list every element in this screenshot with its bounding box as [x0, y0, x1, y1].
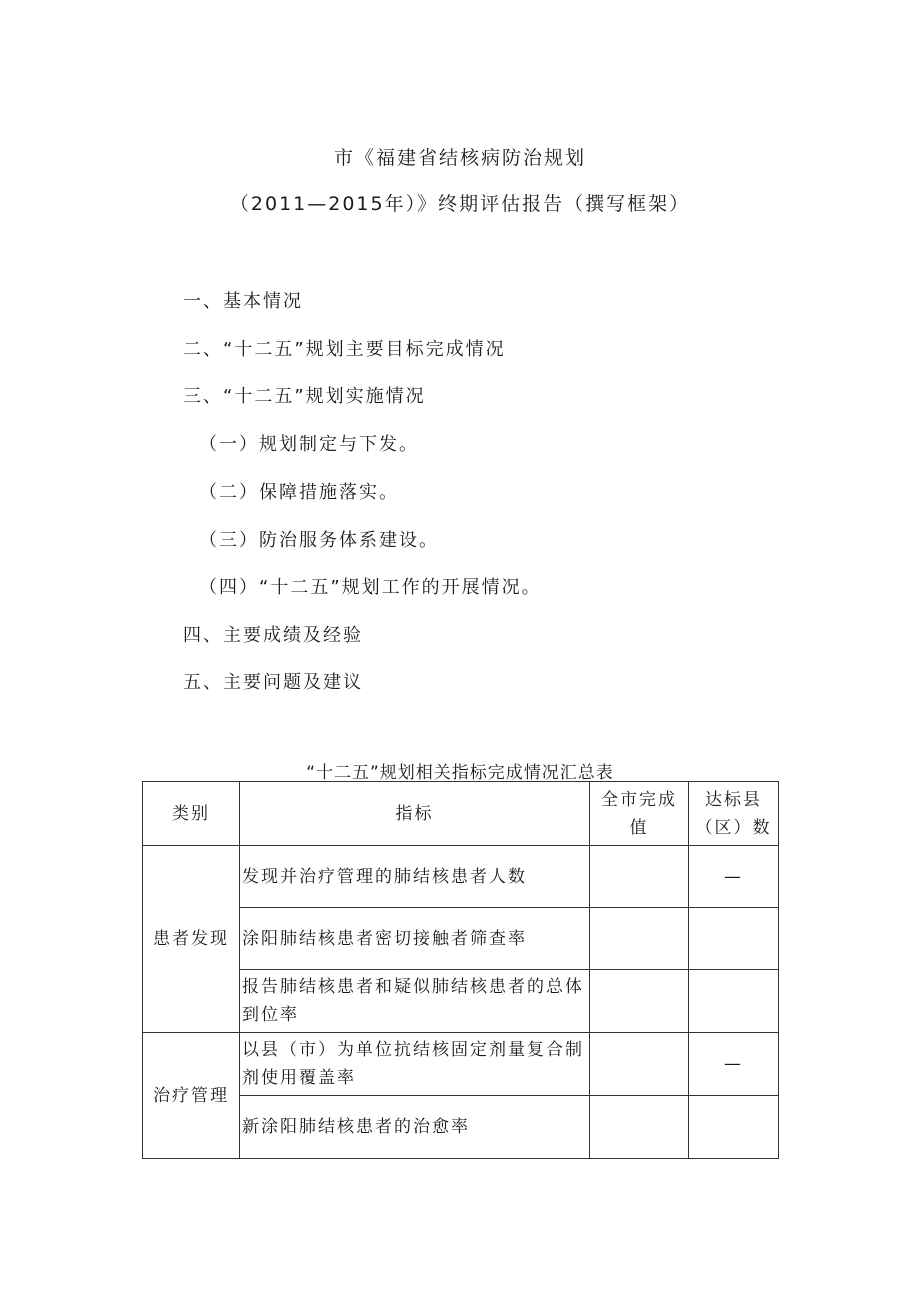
header-city-value: 全市完成值 [590, 782, 689, 846]
city-value-cell [590, 908, 689, 970]
outline-section-4: 四、主要成绩及经验 [183, 625, 363, 646]
header-indicator: 指标 [240, 782, 590, 846]
city-value-cell [590, 970, 689, 1033]
indicator-cell: 报告肺结核患者和疑似肺结核患者的总体到位率 [240, 970, 590, 1033]
outline-section-1: 一、基本情况 [183, 291, 303, 312]
indicator-cell: 新涂阳肺结核患者的治愈率 [240, 1096, 590, 1159]
header-county-count: 达标县（区）数 [689, 782, 779, 846]
county-count-cell: — [689, 846, 779, 908]
category-cell: 患者发现 [143, 846, 240, 1033]
indicator-summary-table [142, 781, 779, 1159]
county-count-cell [689, 908, 779, 970]
outline-subsection-3-4: （四）“十二五”规划工作的开展情况。 [199, 577, 542, 598]
category-cell: 治疗管理 [143, 1033, 240, 1159]
document-title-line-2: （2011—2015年）》终期评估报告（撰写框架） [229, 193, 691, 215]
outline-subsection-3-1: （一）规划制定与下发。 [199, 434, 419, 455]
outline-section-3: 三、“十二五”规划实施情况 [183, 386, 426, 407]
table-row [143, 846, 779, 908]
city-value-cell [590, 846, 689, 908]
outline-section-5: 五、主要问题及建议 [183, 672, 363, 693]
city-value-cell [590, 1096, 689, 1159]
county-count-cell: — [689, 1033, 779, 1096]
county-count-cell [689, 1096, 779, 1159]
outline-subsection-3-3: （三）防治服务体系建设。 [199, 530, 439, 551]
city-value-cell [590, 1033, 689, 1096]
table-row [143, 1033, 779, 1096]
outline-subsection-3-2: （二）保障措施落实。 [199, 482, 399, 503]
indicator-cell: 发现并治疗管理的肺结核患者人数 [240, 846, 590, 908]
county-count-cell [689, 970, 779, 1033]
table-header-row [143, 782, 779, 846]
outline-section-2: 二、“十二五”规划主要目标完成情况 [183, 339, 506, 360]
table-caption: “十二五”规划相关指标完成情况汇总表 [306, 763, 614, 783]
header-category: 类别 [143, 782, 240, 846]
indicator-cell: 以县（市）为单位抗结核固定剂量复合制剂使用覆盖率 [240, 1033, 590, 1096]
document-title-line-1: 市《福建省结核病防治规划 [333, 147, 586, 169]
indicator-cell: 涂阳肺结核患者密切接触者筛查率 [240, 908, 590, 970]
